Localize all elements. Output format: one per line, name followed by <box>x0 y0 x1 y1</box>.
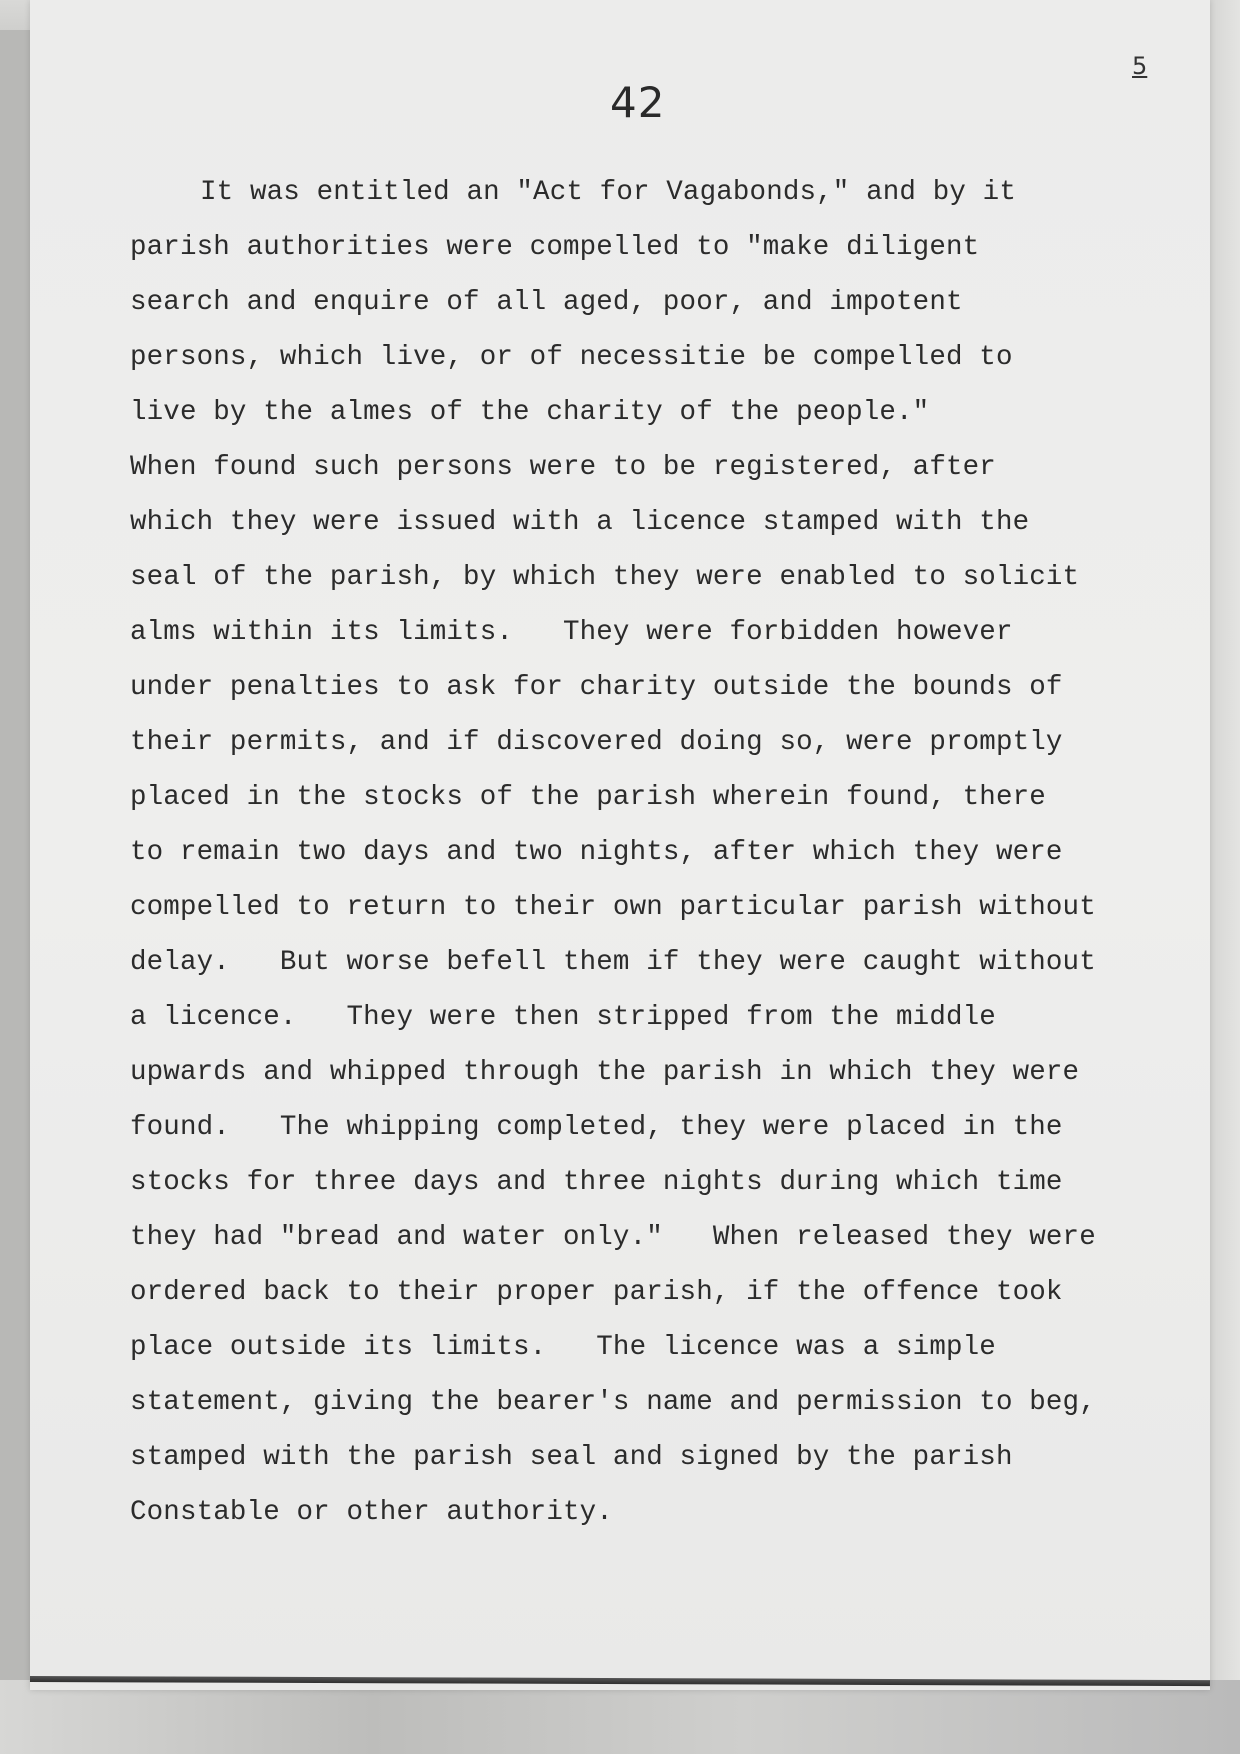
text-line: parish authorities were compelled to "make diligent <box>130 232 980 263</box>
text-line: stamped with the parish seal and signed by the parish <box>130 1442 1013 1473</box>
body-text <box>130 165 1130 1540</box>
text-line: upwards and whipped through the parish in which they were <box>130 1057 1080 1088</box>
text-line: under penalties to ask for charity outside the bounds of <box>130 672 1063 703</box>
page-number: 42 <box>610 78 666 127</box>
text-line: statement, giving the bearer's name and permission to beg, <box>130 1387 1096 1418</box>
text-line: delay. But worse befell them if they were caught without <box>130 947 1096 978</box>
text-line: they had "bread and water only." When released they were <box>130 1222 1096 1253</box>
text-line: stocks for three days and three nights during which time <box>130 1167 1063 1198</box>
text-line: ordered back to their proper parish, if the offence took <box>130 1277 1063 1308</box>
text-line: alms within its limits. They were forbidden however <box>130 617 1013 648</box>
corner-mark: 5 <box>1132 52 1148 80</box>
typewritten-page <box>30 0 1210 1690</box>
text-line: which they were issued with a licence stamped with the <box>130 507 1030 538</box>
text-line: It was entitled an "Act for Vagabonds," and by it <box>200 177 1016 208</box>
scan-backdrop-bottom <box>0 1680 1240 1754</box>
text-line: Constable or other authority. <box>130 1497 613 1528</box>
text-line: seal of the parish, by which they were enabled to solicit <box>130 562 1080 593</box>
text-line: to remain two days and two nights, after which they were <box>130 837 1063 868</box>
text-line: search and enquire of all aged, poor, and impotent <box>130 287 963 318</box>
text-line: their permits, and if discovered doing so, were promptly <box>130 727 1063 758</box>
text-line: persons, which live, or of necessitie be compelled to <box>130 342 1013 373</box>
text-line: When found such persons were to be registered, after <box>130 452 996 483</box>
text-line: compelled to return to their own particular parish without <box>130 892 1096 923</box>
text-line: a licence. They were then stripped from the middle <box>130 1002 996 1033</box>
text-line: live by the almes of the charity of the people." <box>130 397 930 428</box>
text-line: placed in the stocks of the parish wherein found, there <box>130 782 1046 813</box>
text-line: place outside its limits. The licence was a simple <box>130 1332 996 1363</box>
text-line: found. The whipping completed, they were placed in the <box>130 1112 1063 1143</box>
